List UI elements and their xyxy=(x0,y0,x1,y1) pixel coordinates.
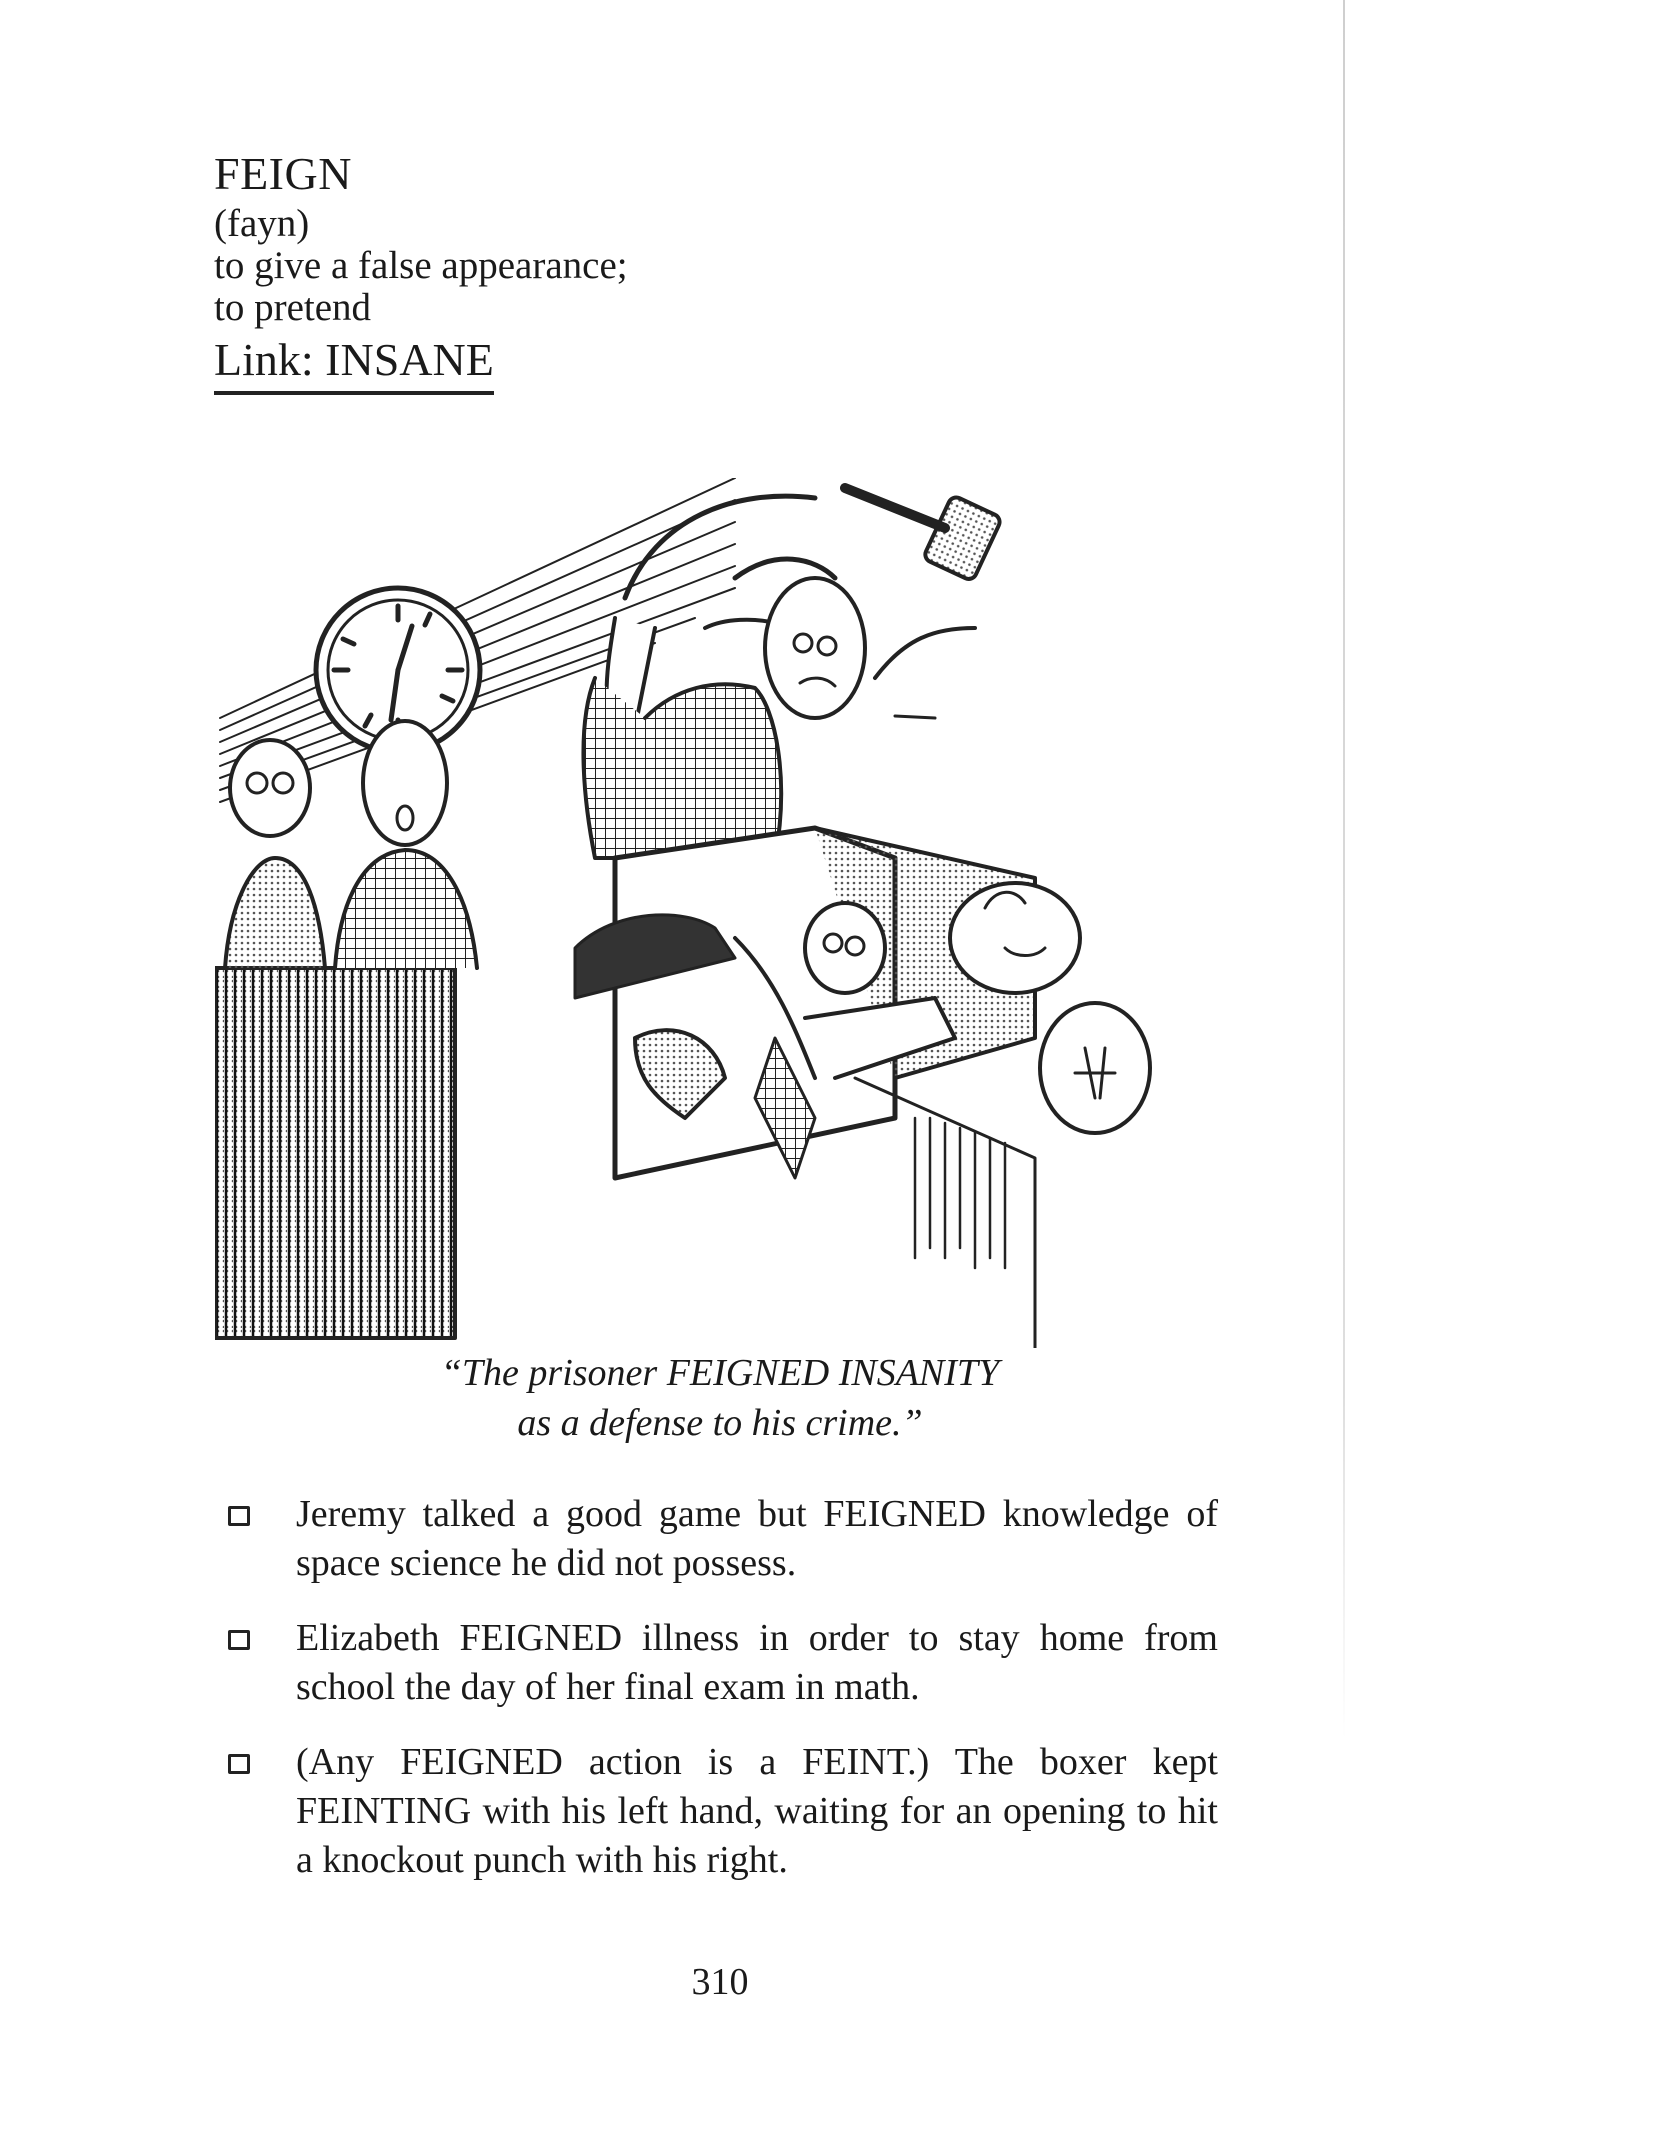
example-text: Jeremy talked a good game but FEIGNED knowledge of space science he did not possess. xyxy=(296,1493,1218,1584)
pronunciation: (fayn) xyxy=(214,202,310,245)
definition-line-2: to pretend xyxy=(214,286,372,329)
illustration-caption xyxy=(330,1348,1110,1448)
link-word: INSANE xyxy=(325,334,494,385)
example-item-3 xyxy=(228,1738,1218,1885)
vocabulary-entry xyxy=(214,145,934,395)
definition-line-1: to give a false appearance; xyxy=(214,244,628,287)
checkbox-icon xyxy=(228,1630,250,1650)
example-text: (Any FEIGNED action is a FEINT.) The boxer kept FEINTING with his left hand, waiting for an opening to hit a knockout punch with his right. xyxy=(296,1741,1218,1881)
caption-line-2: as a defense to his crime.” xyxy=(517,1402,923,1444)
page-edge xyxy=(1343,0,1345,1740)
checkbox-icon xyxy=(228,1754,250,1774)
example-text: Elizabeth FEIGNED illness in order to stay home from school the day of her final exam in math. xyxy=(296,1617,1218,1708)
caption-line-1: “The prisoner FEIGNED INSANITY xyxy=(440,1352,1000,1394)
headword: FEIGN xyxy=(214,148,352,199)
link-label: Link: xyxy=(214,334,314,385)
courtroom-cartoon-illustration xyxy=(215,478,1215,1348)
example-item-1 xyxy=(228,1490,1218,1588)
checkbox-icon xyxy=(228,1506,250,1526)
memory-link xyxy=(214,331,494,395)
example-sentences xyxy=(228,1490,1218,1911)
page-number: 310 xyxy=(691,1961,749,2003)
example-item-2 xyxy=(228,1614,1218,1712)
